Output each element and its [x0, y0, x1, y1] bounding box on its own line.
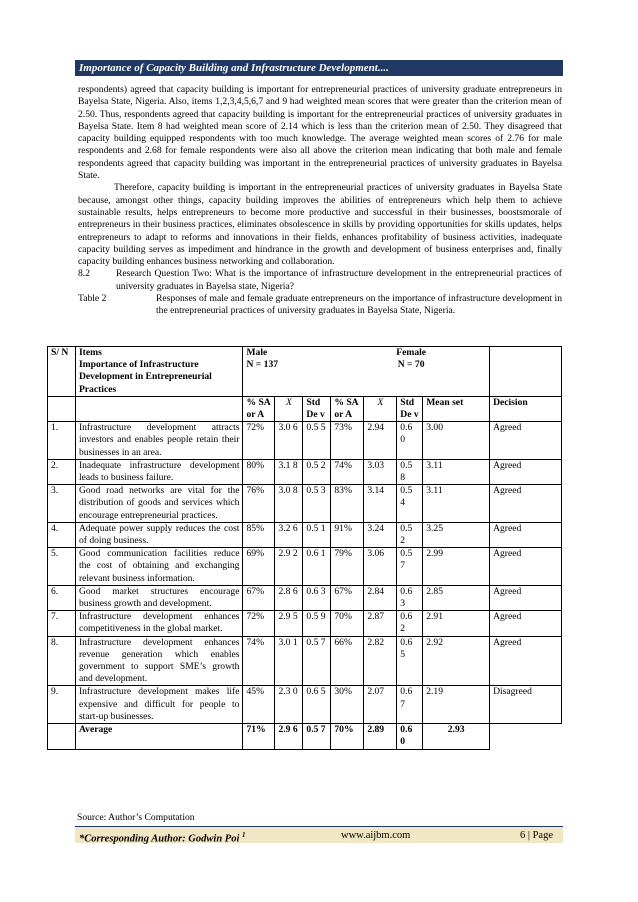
cell-sn: 4.: [48, 522, 76, 547]
cell-xf: 2.87: [364, 611, 397, 636]
cell-xm: 3.2 6: [275, 522, 303, 547]
cell-sm: 0.6 5: [303, 686, 331, 724]
table-row-average: [48, 724, 562, 749]
cell-avg-pf: 70%: [331, 724, 364, 749]
table-caption-text: Responses of male and female graduate entrepreneurs on the importance of infrastructure development in the entrepreneurial practices of university graduates in Bayelsa State, Nigeria.: [156, 293, 562, 317]
cell-sf: 0.6 2: [397, 611, 423, 636]
cell-xf: 3.06: [364, 548, 397, 586]
paragraph-2: Therefore, capacity building is important in the entrepreneurial practices of university graduates in Bayelsa State because, amongst other things, capacity building improves the abilities of entrepreneurs which help them to achieve sustainable results, helps entrepreneurs to become more productive and successful in their businesses, boostsmorale of entrepreneurs in their business practices, eliminates obsolescence in skills by providing opportunities for skills updates, helps entrepreneurs to adapt to reforms and innovations in their fields, enhances profitability of business activities, inadequate capacity building serves as impediment and hindrance in the growth and development of business enterprises and, finally capacity building enhances business networking and collaboration.: [78, 182, 562, 268]
table-header-row-2: [48, 396, 562, 421]
cell-avg-sf: 0.6 0: [397, 724, 423, 749]
cell-sf: 0.5 2: [397, 522, 423, 547]
cell-sf: 0.5 8: [397, 459, 423, 484]
cell-sm: 0.5 1: [303, 522, 331, 547]
header-items: Items Importance of Infrastructure Development in Entrepreneurial Practices: [75, 347, 243, 397]
cell-sm: 0.5 9: [303, 611, 331, 636]
cell-sf: 0.6 3: [397, 585, 423, 610]
cell-sf: 0.5 4: [397, 485, 423, 523]
cell-xm: 3.0 8: [275, 485, 303, 523]
cell-mean: 2.92: [423, 636, 490, 686]
header-blank-items: [75, 396, 243, 421]
cell-dec: Agreed: [490, 422, 562, 460]
cell-pm: 72%: [243, 422, 275, 460]
cell-pf: 91%: [331, 522, 364, 547]
header-std-female: Std De v: [397, 396, 423, 421]
cell-mean: 2.91: [423, 611, 490, 636]
table-row: [48, 611, 562, 636]
cell-xm: 2.8 6: [275, 585, 303, 610]
research-question-number: 8.2: [78, 268, 90, 280]
cell-xm: 2.9 2: [275, 548, 303, 586]
cell-xm: 3.0 6: [275, 422, 303, 460]
header-male: Male: [246, 347, 268, 358]
cell-pf: 79%: [331, 548, 364, 586]
cell-pm: 76%: [243, 485, 275, 523]
cell-item: Good road networks are vital for the distribution of goods and services which encourage entrepreneurial practices.: [75, 485, 243, 523]
header-pct-male: % SA or A: [243, 396, 275, 421]
cell-blank: [48, 724, 76, 749]
cell-sm: 0.6 1: [303, 548, 331, 586]
cell-xm: 2.3 0: [275, 686, 303, 724]
table-row: [48, 459, 562, 484]
cell-avg-label: Average: [75, 724, 243, 749]
body-text: [78, 84, 562, 318]
cell-xf: 2.07: [364, 686, 397, 724]
cell-pf: 70%: [331, 611, 364, 636]
cell-dec: Agreed: [490, 611, 562, 636]
cell-mean: 3.25: [423, 522, 490, 547]
research-question: [78, 268, 562, 293]
cell-dec: Agreed: [490, 636, 562, 686]
header-decision: Decision: [490, 396, 562, 421]
cell-sn: 9.: [48, 686, 76, 724]
cell-pf: 67%: [331, 585, 364, 610]
cell-item: Infrastructure development enhances competitiveness in the global market.: [75, 611, 243, 636]
cell-avg-pm: 71%: [243, 724, 275, 749]
cell-dec: Agreed: [490, 459, 562, 484]
table-header-row-1: [48, 347, 562, 397]
footer-author: *Corresponding Author: Godwin Poi $^1$: [79, 831, 246, 845]
cell-sm: 0.5 7: [303, 636, 331, 686]
cell-avg-xm: 2.9 6: [275, 724, 303, 749]
table-row: [48, 522, 562, 547]
cell-avg-xf: 2.89: [364, 724, 397, 749]
header-blank-sn: [48, 396, 76, 421]
header-decision-blank: [490, 347, 562, 397]
cell-avg-mean: 2.93: [423, 724, 490, 749]
cell-sf: 0.5 7: [397, 548, 423, 586]
cell-dec: Agreed: [490, 522, 562, 547]
header-sn: S/ N: [48, 347, 76, 397]
cell-pf: 30%: [331, 686, 364, 724]
cell-pf: 73%: [331, 422, 364, 460]
cell-pm: 80%: [243, 459, 275, 484]
paragraph-1: respondents) agreed that capacity building is important for entrepreneurial practices of university graduate entrepreneurs in Bayelsa State, Nigeria. Also, items 1,2,3,4,5,6,7 and 9 had weighted mean scores that were greater than the criterion mean of 2.50. Thus, respondents agreed that capacity building is important for the entrepreneurial practices of university graduates in Bayelsa State. Item 8 had weighted mean score of 2.14 which is less than the criterion mean of 2.50. They disagreed that capacity building equipped respondents with too much knowledge. The average weighted mean scores of 2.76 for male respondents and 2.68 for female respondents were also all above the criterion mean indicating that both male and female respondents agreed that capacity building was important in the entrepreneurial practices of university graduates in Bayelsa State.: [78, 84, 562, 182]
cell-sn: 7.: [48, 611, 76, 636]
cell-sn: 5.: [48, 548, 76, 586]
cell-mean: 3.11: [423, 459, 490, 484]
cell-xm: 2.9 5: [275, 611, 303, 636]
cell-item: Adequate power supply reduces the cost of doing business.: [75, 522, 243, 547]
cell-sf: 0.6 5: [397, 636, 423, 686]
cell-mean: 3.11: [423, 485, 490, 523]
cell-pm: 45%: [243, 686, 275, 724]
header-pct-female: % SA or A: [331, 396, 364, 421]
table-label: Table 2: [78, 293, 107, 305]
cell-mean: 2.19: [423, 686, 490, 724]
header-female: Female: [396, 347, 427, 358]
table-row: [48, 636, 562, 686]
cell-pm: 74%: [243, 636, 275, 686]
cell-sn: 8.: [48, 636, 76, 686]
cell-mean: 3.00: [423, 422, 490, 460]
header-std-male: Std De v: [303, 396, 331, 421]
cell-xf: 3.14: [364, 485, 397, 523]
header-female-n: N = 70: [397, 359, 425, 371]
cell-xf: 3.03: [364, 459, 397, 484]
table-row: [48, 548, 562, 586]
cell-pf: 66%: [331, 636, 364, 686]
cell-dec: Agreed: [490, 485, 562, 523]
cell-avg-sm: 0.5 7: [303, 724, 331, 749]
cell-item: Good market structures encourage business growth and development.: [75, 585, 243, 610]
cell-sf: 0.6 0: [397, 422, 423, 460]
cell-xf: 2.84: [364, 585, 397, 610]
cell-mean: 2.99: [423, 548, 490, 586]
footer-page-number: 6 | Page: [519, 830, 553, 841]
cell-xm: 3.1 8: [275, 459, 303, 484]
cell-sf: 0.6 7: [397, 686, 423, 724]
table-row: [48, 485, 562, 523]
cell-sn: 3.: [48, 485, 76, 523]
table-row: [48, 422, 562, 460]
cell-xf: 3.24: [364, 522, 397, 547]
cell-xm: 3.0 1: [275, 636, 303, 686]
cell-pm: 69%: [243, 548, 275, 586]
cell-dec: Disagreed: [490, 686, 562, 724]
cell-item: Infrastructure development attracts investors and enables people retain their businesses in an area.: [75, 422, 243, 460]
cell-sm: 0.5 5: [303, 422, 331, 460]
cell-dec: Agreed: [490, 585, 562, 610]
cell-pm: 72%: [243, 611, 275, 636]
cell-mean: 2.85: [423, 585, 490, 610]
header-mean-set: Mean set: [423, 396, 490, 421]
cell-item: Inadequate infrastructure development leads to business failure.: [75, 459, 243, 484]
header-male-n: N = 137: [246, 359, 279, 371]
results-table: [47, 346, 562, 750]
cell-sm: 0.6 3: [303, 585, 331, 610]
cell-item: Infrastructure development makes life expensive and difficult for people to start-up businesses.: [75, 686, 243, 724]
cell-pm: 85%: [243, 522, 275, 547]
table-row: [48, 686, 562, 724]
footer-website: www.aijbm.com: [341, 830, 411, 841]
header-mean-female: $\overline{X}$: [364, 396, 397, 421]
cell-item: Good communication facilities reduce the cost of obtaining and exchanging relevant business information.: [75, 548, 243, 586]
cell-item: Infrastructure development enhances revenue generation which enables government to support SME’s growth and development.: [75, 636, 243, 686]
running-header: Importance of Capacity Building and Infrastructure Development....: [75, 60, 563, 76]
table-caption: [78, 293, 562, 318]
source-note: Source: Author’s Computation: [77, 812, 195, 823]
cell-sm: 0.5 3: [303, 485, 331, 523]
header-mean-male: $\overline{X}$: [275, 396, 303, 421]
cell-dec: Agreed: [490, 548, 562, 586]
cell-pf: 83%: [331, 485, 364, 523]
research-question-text: Research Question Two: What is the importance of infrastructure development in the entrepreneurial practices of university graduates in Bayelsa state, Nigeria?: [116, 268, 562, 292]
table-row: [48, 585, 562, 610]
cell-sn: 6.: [48, 585, 76, 610]
cell-blank: [490, 724, 562, 749]
cell-xf: 2.94: [364, 422, 397, 460]
cell-pf: 74%: [331, 459, 364, 484]
cell-sn: 2.: [48, 459, 76, 484]
cell-sn: 1.: [48, 422, 76, 460]
cell-sm: 0.5 2: [303, 459, 331, 484]
footer: [75, 826, 563, 843]
cell-xf: 2.82: [364, 636, 397, 686]
header-groups: [243, 347, 490, 397]
cell-pm: 67%: [243, 585, 275, 610]
